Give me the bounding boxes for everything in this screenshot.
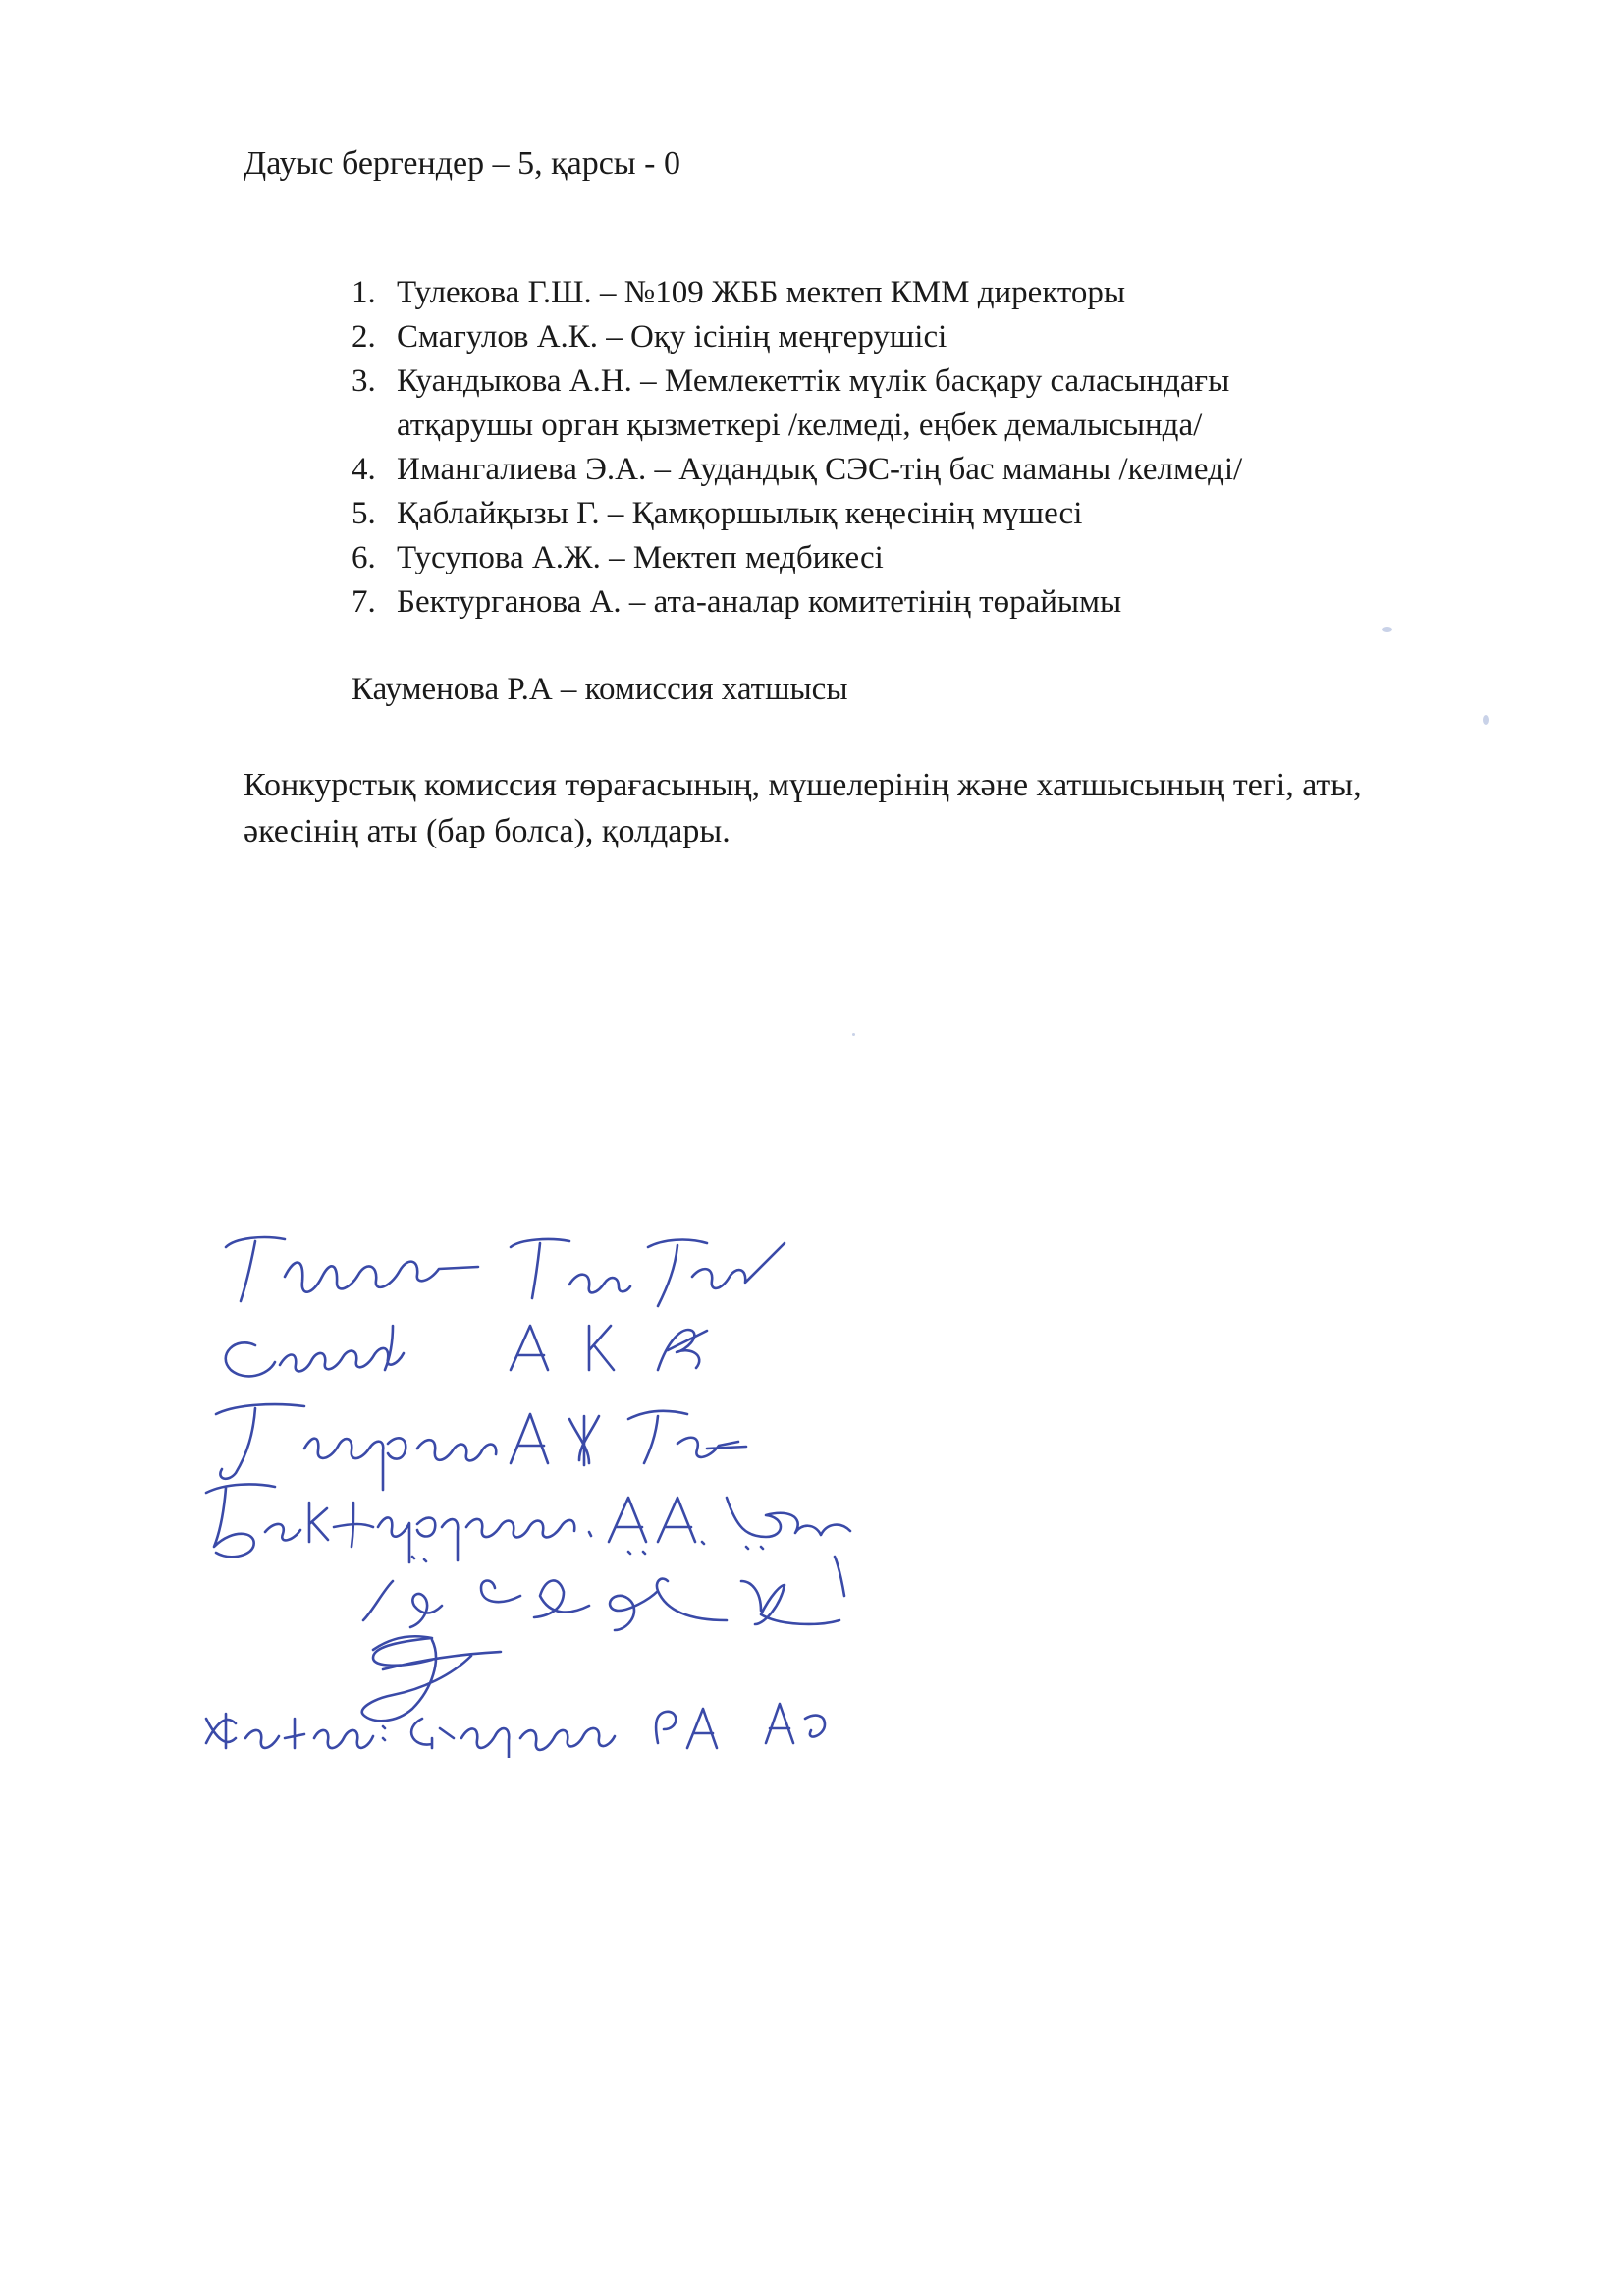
item-text: Куандыкова А.Н. – Мемлекеттік мүлік басқару саласындағы: [397, 363, 1230, 399]
list-item: [352, 492, 1242, 536]
item-number: 4.: [352, 452, 376, 487]
item-text: Имангалиева Э.А. – Аудандық СЭС-тің бас маманы /келмеді/: [397, 452, 1243, 487]
handwritten-signatures: [196, 1208, 1080, 1758]
signature-note: Конкурстық комиссия төрағасының, мүшелерінің және хатшысының тегі, аты, әкесінің аты (бар болса), қолдары.: [244, 767, 1362, 849]
item-number: 5.: [352, 496, 376, 531]
signature-smagulov: [226, 1326, 707, 1376]
list-item: [352, 580, 1242, 625]
item-text: Қаблайқызы Г. – Қамқоршылық кеңесінің мүшесі: [397, 496, 1083, 531]
item-text: Тулекова Г.Ш. – №109 ЖББ мектеп КММ директоры: [397, 275, 1126, 310]
signatures-drawing: [196, 1208, 1080, 1758]
item-number: 3.: [352, 363, 376, 399]
signature-kaumenova: [206, 1704, 825, 1758]
list-item: [352, 536, 1242, 580]
item-number: 2.: [352, 319, 376, 355]
members-list: [352, 271, 1242, 625]
scan-speck: [1382, 627, 1392, 632]
votes-line: Дауыс бергендер – 5, қарсы - 0: [244, 145, 680, 182]
signature-tusupova: [216, 1404, 746, 1490]
item-number: 1.: [352, 275, 376, 310]
list-item: [352, 359, 1242, 448]
item-text: Тусупова А.Ж. – Мектеп медбикесі: [397, 540, 884, 575]
list-item: [352, 448, 1242, 492]
list-item: [352, 315, 1242, 359]
scan-speck: [852, 1033, 855, 1036]
list-item: [352, 271, 1242, 315]
secretary-line: Кауменова Р.А – комиссия хатшысы: [352, 672, 848, 707]
item-text: Смагулов А.К. – Оқу ісінің меңгерушісі: [397, 319, 947, 355]
item-text: Бектурганова А. – ата-аналар комитетінің төрайымы: [397, 584, 1122, 620]
signature-bekturganova: [206, 1485, 850, 1562]
item-text-continuation: атқарушы орган қызметкері /келмеді, еңбек демалысында/: [397, 408, 1203, 443]
signature-kablaikyzy: [363, 1547, 844, 1630]
scan-speck: [1483, 715, 1489, 725]
signature-flourish: [362, 1636, 501, 1721]
item-number: 7.: [352, 584, 376, 620]
signature-tulekova: [226, 1237, 785, 1306]
item-number: 6.: [352, 540, 376, 575]
